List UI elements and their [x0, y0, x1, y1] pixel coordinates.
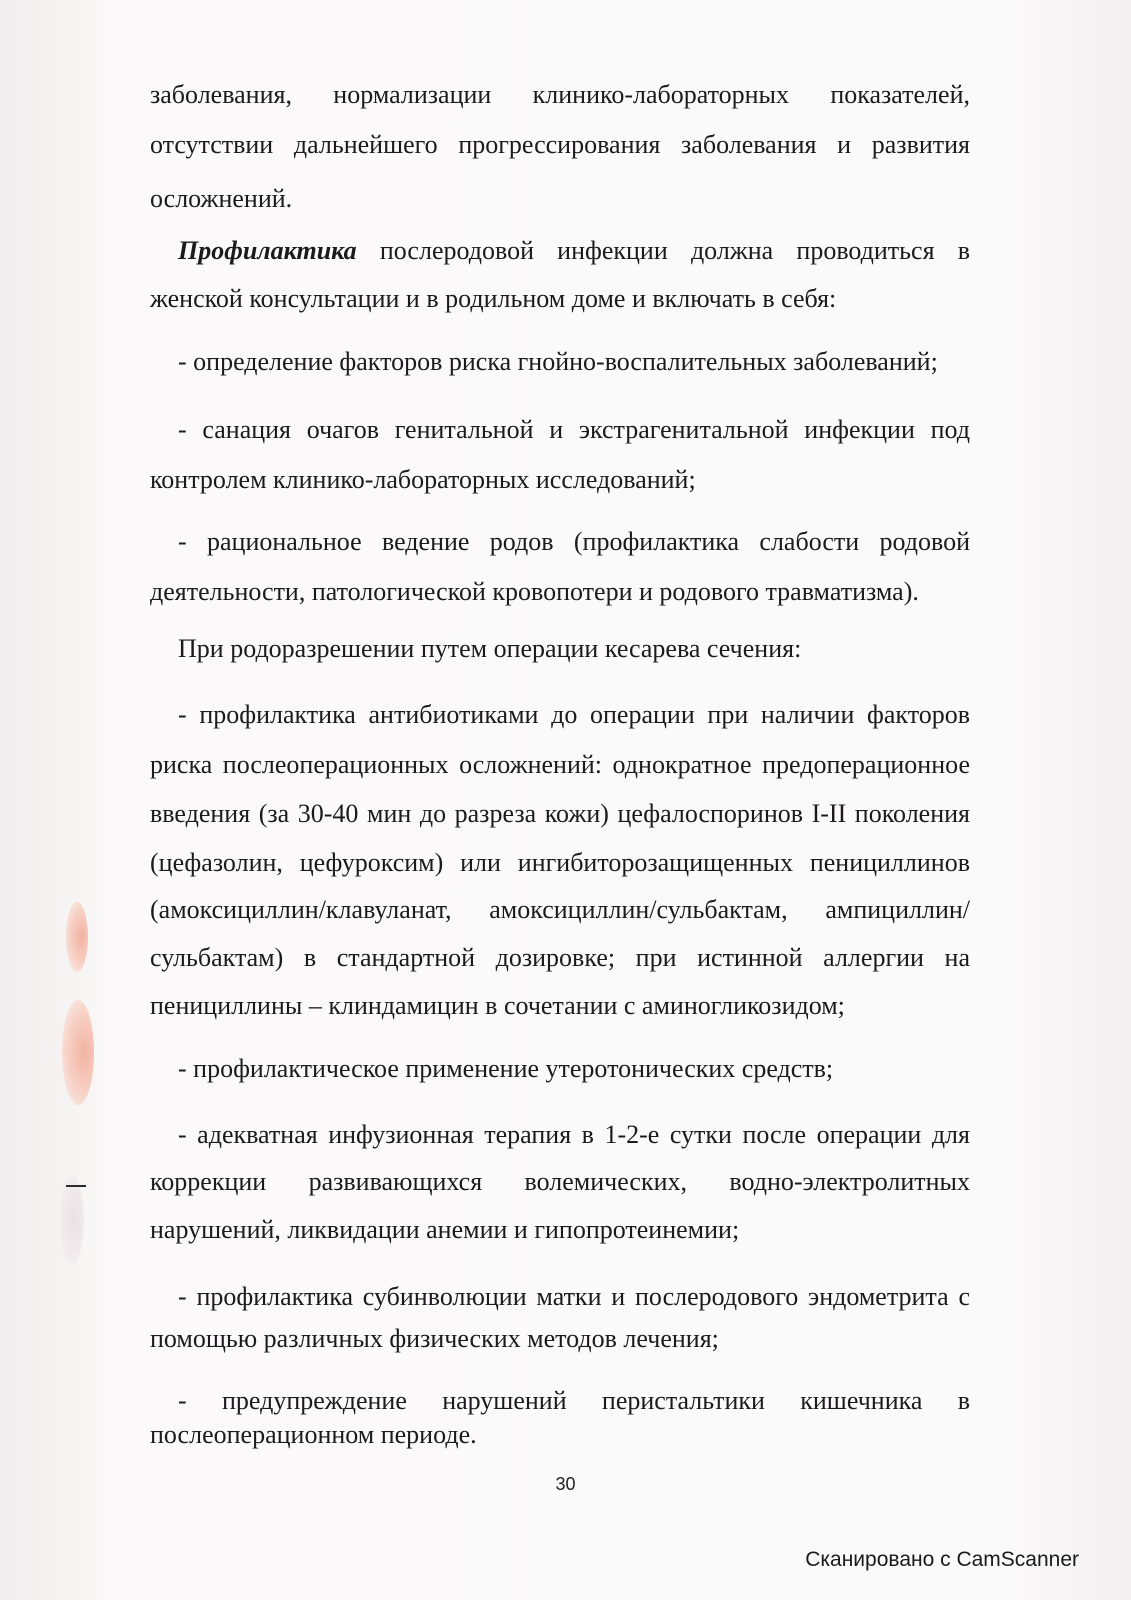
list-item: - адекватная инфузионная терапия в 1-2-е сутки после операции для: [178, 1120, 970, 1149]
text-line: контролем клинико-лабораторных исследований;: [150, 465, 696, 494]
prophylaxis-intro-rest: послеродовой инфекции должна проводиться в: [356, 236, 970, 265]
text-line: отсутствии дальнейшего прогрессирования заболевания и развития: [150, 130, 970, 159]
prophylaxis-intro-line: [178, 234, 970, 268]
list-item: - рациональное ведение родов (профилактика слабости родовой: [178, 527, 970, 556]
camscanner-watermark: Сканировано с CamScanner: [805, 1548, 1079, 1571]
text-line: женской консультации и в родильном доме и включать в себя:: [150, 284, 837, 313]
text-line: введения (за 30-40 мин до разреза кожи) цефалоспоринов I-II поколения: [150, 799, 970, 828]
text-line: При родоразрешении путем операции кесарева сечения:: [178, 634, 802, 663]
text-line: сульбактам) в стандартной дозировке; при истинной аллергии на: [150, 943, 970, 972]
text-line: риска послеоперационных осложнений: однократное предоперационное: [150, 750, 970, 779]
list-item: - профилактика субинволюции матки и послеродового эндометрита с: [178, 1282, 970, 1311]
text-line: осложнений.: [150, 184, 293, 213]
text-line: заболевания, нормализации клинико-лабораторных показателей,: [150, 80, 970, 109]
list-item: - профилактическое применение утеротонических средств;: [178, 1054, 834, 1083]
edge-dash: [66, 1185, 86, 1187]
finger-shadow-mid: [62, 1000, 94, 1105]
prophylaxis-term: Профилактика: [178, 236, 357, 265]
text-line: деятельности, патологической кровопотери и родового травматизма).: [150, 577, 919, 606]
page-edge-shadow: [60, 1175, 84, 1265]
list-item: - предупреждение нарушений перистальтики кишечника в: [178, 1386, 970, 1415]
page-number: 30: [555, 1474, 576, 1494]
text-line: коррекции развивающихся волемических, водно-электролитных: [150, 1167, 970, 1196]
list-item: - санация очагов генитальной и экстрагенитальной инфекции под: [178, 415, 970, 444]
text-line: помощью различных физических методов лечения;: [150, 1324, 719, 1353]
finger-shadow-top: [66, 902, 88, 972]
text-line: (цефазолин, цефуроксим) или ингибиторозащищенных пенициллинов: [150, 848, 970, 877]
text-line: нарушений, ликвидации анемии и гипопротеинемии;: [150, 1215, 740, 1244]
list-item: - определение факторов риска гнойно-воспалительных заболеваний;: [178, 347, 938, 376]
text-line: (амоксициллин/клавуланат, амоксициллин/сульбактам, ампициллин/: [150, 895, 970, 924]
text-line: пенициллины – клиндамицин в сочетании с аминогликозидом;: [150, 991, 845, 1020]
text-line: послеоперационном периоде.: [150, 1420, 477, 1449]
list-item: - профилактика антибиотиками до операции при наличии факторов: [178, 700, 970, 729]
